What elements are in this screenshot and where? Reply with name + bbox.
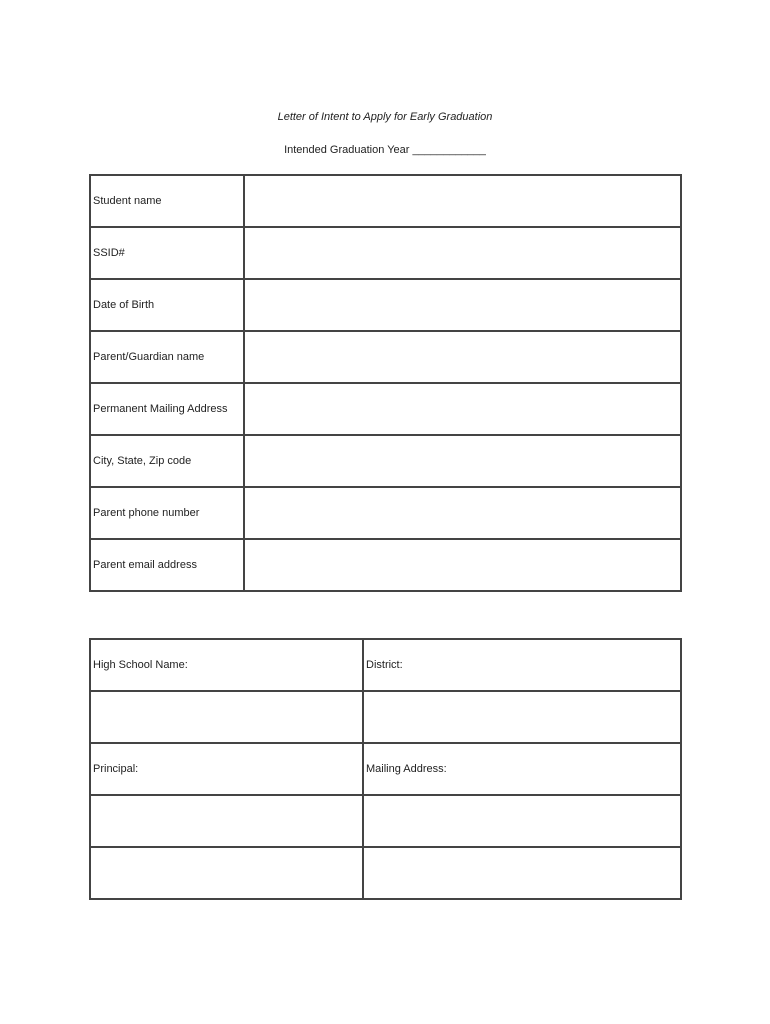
ssid-label: SSID# <box>90 227 244 279</box>
date-of-birth-field[interactable] <box>244 279 681 331</box>
table-row <box>90 331 681 383</box>
student-info-table <box>89 174 682 592</box>
student-name-label: Student name <box>90 175 244 227</box>
table-row <box>90 227 681 279</box>
parent-guardian-name-field[interactable] <box>244 331 681 383</box>
high-school-name-label: High School Name: <box>90 639 363 691</box>
parent-email-address-field[interactable] <box>244 539 681 591</box>
principal-field-extra[interactable] <box>90 847 363 899</box>
ssid-field[interactable] <box>244 227 681 279</box>
table-row <box>90 847 681 899</box>
permanent-mailing-address-field[interactable] <box>244 383 681 435</box>
document-title: Letter of Intent to Apply for Early Graduation <box>277 111 493 123</box>
mailing-address-label: Mailing Address: <box>363 743 681 795</box>
table-row <box>90 743 681 795</box>
table-row <box>90 539 681 591</box>
table-row <box>90 383 681 435</box>
table-row <box>90 691 681 743</box>
city-state-zip-label: City, State, Zip code <box>90 435 244 487</box>
parent-phone-number-label: Parent phone number <box>90 487 244 539</box>
parent-guardian-name-label: Parent/Guardian name <box>90 331 244 383</box>
school-info-table <box>89 638 682 900</box>
table-row <box>90 175 681 227</box>
table-row <box>90 435 681 487</box>
mailing-address-field-extra[interactable] <box>363 847 681 899</box>
principal-label: Principal: <box>90 743 363 795</box>
table-row <box>90 487 681 539</box>
intended-graduation-year: Intended Graduation Year ____________ <box>284 144 486 156</box>
date-of-birth-label: Date of Birth <box>90 279 244 331</box>
city-state-zip-field[interactable] <box>244 435 681 487</box>
mailing-address-field[interactable] <box>363 795 681 847</box>
table-row <box>90 795 681 847</box>
student-name-field[interactable] <box>244 175 681 227</box>
principal-field[interactable] <box>90 795 363 847</box>
permanent-mailing-address-label: Permanent Mailing Address <box>90 383 244 435</box>
district-label: District: <box>363 639 681 691</box>
district-field[interactable] <box>363 691 681 743</box>
parent-phone-number-field[interactable] <box>244 487 681 539</box>
table-row <box>90 279 681 331</box>
parent-email-address-label: Parent email address <box>90 539 244 591</box>
table-row <box>90 639 681 691</box>
high-school-name-field[interactable] <box>90 691 363 743</box>
